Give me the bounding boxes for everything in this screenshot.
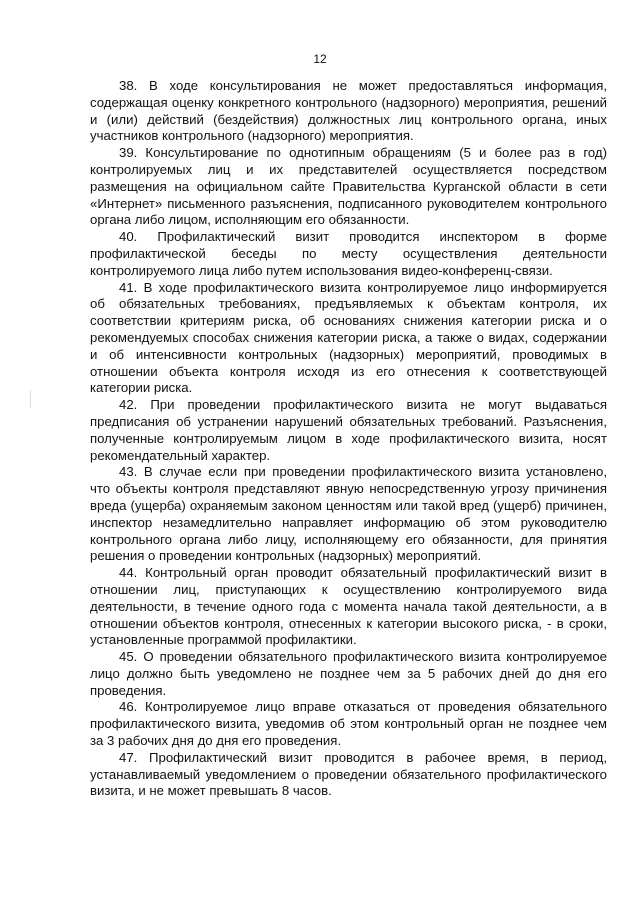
- paragraph-41: 41. В ходе профилактического визита контролируемое лицо информируется об обязательных требованиях, предъявляемых к объектам контроля, их соответствии критериям риска, об основаниях снижения категории риска и о рекомендуемых способах снижения категории риска, а также о видах, содержании и об интенсивности контрольных (надзорных) мероприятий, проводимых в отношении объекта контроля исходя из его отнесения к соответствующей категории риска.: [90, 279, 607, 396]
- paragraph-40: 40. Профилактический визит проводится инспектором в форме профилактической беседы по месту осуществления деятельности контролируемого лица либо путем использования видео-конференц-связи.: [90, 229, 607, 278]
- document-body: [90, 78, 607, 800]
- paragraph-44: 44. Контрольный орган проводит обязательный профилактический визит в отношении лиц, приступающих к осуществлению контролируемого вида деятельности, в течение одного года с момента начала такой деятельности, а в отношении объектов контроля, отнесенных к категории высокого риска, - в сроки, установленные программой профилактики.: [90, 565, 607, 648]
- page-number: 12: [313, 52, 327, 66]
- paragraph-45: 45. О проведении обязательного профилактического визита контролируемое лицо должно быть уведомлено не позднее чем за 5 рабочих дней до дня его проведения.: [90, 649, 607, 698]
- paragraph-43: 43. В случае если при проведении профилактического визита установлено, что объекты контроля представляют явную непосредственную угрозу причинения вреда (ущерба) охраняемым законом ценностям или такой вред (ущерб) причинен, инспектор незамедлительно направляет информацию об этом руководителю контрольного органа либо лицу, исполняющему его обязанности, для принятия решения о проведении контрольных (надзорных) мероприятий.: [90, 464, 607, 564]
- paragraph-42: 42. При проведении профилактического визита не могут выдаваться предписания об устранении нарушений обязательных требований. Разъяснения, полученные контролируемым лицом в ходе профилактического визита, носят рекомендательный характер.: [90, 397, 607, 463]
- paragraph-46: 46. Контролируемое лицо вправе отказаться от проведения обязательного профилактического визита, уведомив об этом контрольный орган не позднее чем за 3 рабочих дня до дня его проведения.: [90, 699, 607, 749]
- paragraph-47: 47. Профилактический визит проводится в рабочее время, в период, устанавливаемый уведомлением о проведении обязательного профилактического визита, и не может превышать 8 часов.: [90, 749, 607, 799]
- paragraph-38: 38. В ходе консультирования не может предоставляться информация, содержащая оценку конкретного контрольного (надзорного) мероприятия, решений и (или) действий (бездействия) должностных лиц контрольного органа, иных участников контрольного (надзорного) мероприятия.: [90, 78, 607, 144]
- paragraph-39: 39. Консультирование по однотипным обращениям (5 и более раз в год) контролируемых лиц и их представителей осуществляется посредством размещения на официальном сайте Правительства Курганской области в сети «Интернет» письменного разъяснения, подписанного руководителем контрольного органа либо лицом, исполняющим его обязанности.: [90, 145, 607, 228]
- margin-mark: [30, 390, 31, 408]
